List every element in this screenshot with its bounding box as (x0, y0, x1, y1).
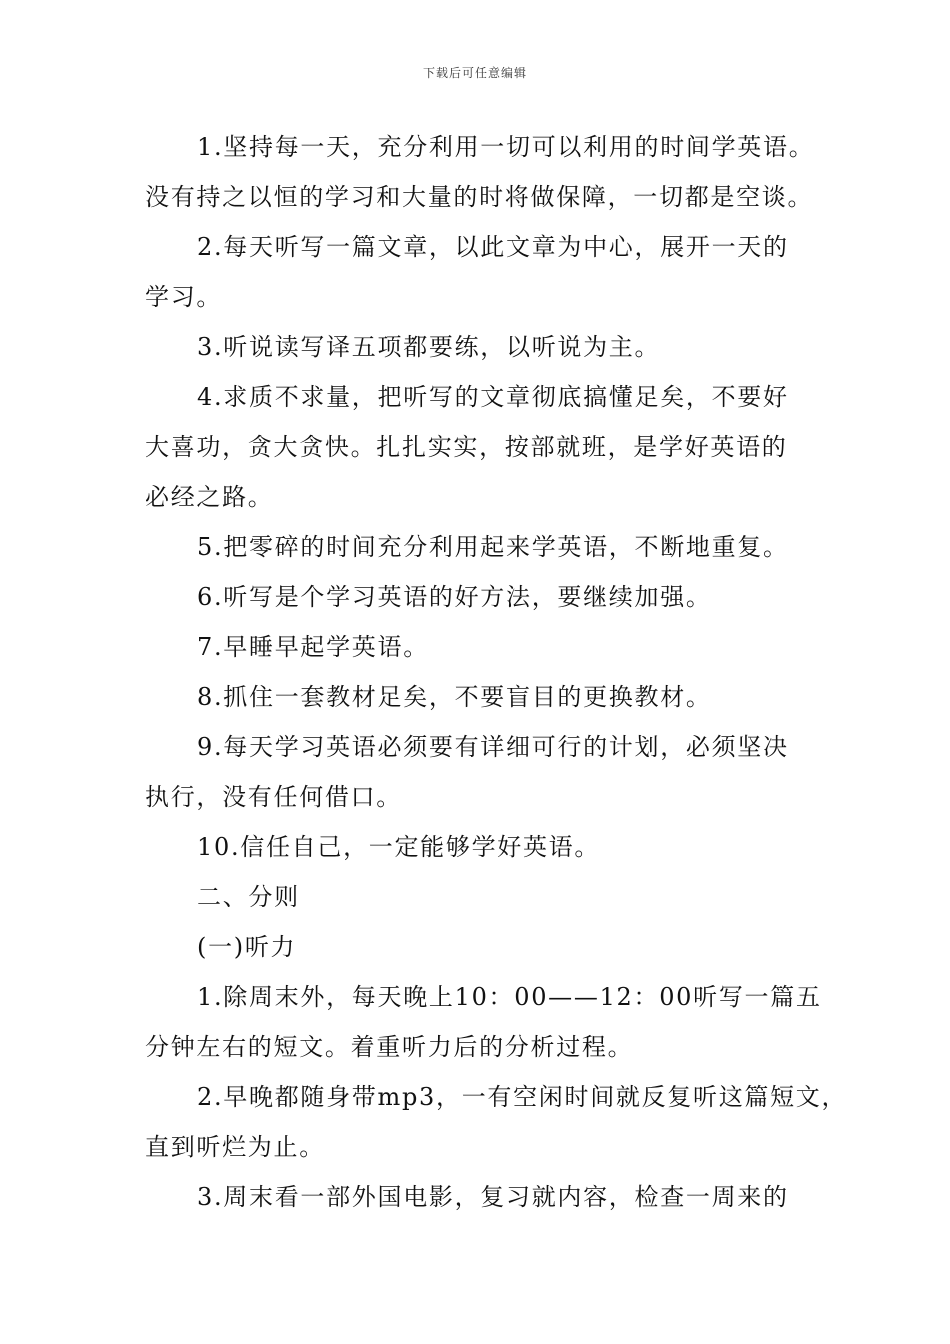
paragraph-line: 没有持之以恒的学习和大量的时将做保障，一切都是空谈。 (145, 183, 814, 211)
paragraph-line: 学习。 (145, 283, 223, 311)
paragraph-line: 3.听说读写译五项都要练，以听说为主。 (197, 333, 661, 361)
section-heading: 二、分则 (197, 883, 300, 911)
paragraph-line: 10.信任自己，一定能够学好英语。 (197, 833, 601, 861)
paragraph-line: 必经之路。 (145, 483, 274, 511)
paragraph-line: 执行，没有任何借口。 (145, 783, 402, 811)
paragraph-line: 4.求质不求量，把听写的文章彻底搞懂足矣，不要好 (197, 383, 789, 411)
paragraph-line: 9.每天学习英语必须要有详细可行的计划，必须坚决 (197, 733, 789, 761)
paragraph-line: 2.每天听写一篇文章，以此文章为中心，展开一天的 (197, 233, 789, 261)
paragraph-line: 分钟左右的短文。着重听力后的分析过程。 (145, 1033, 634, 1061)
paragraph-line: 3.周末看一部外国电影，复习就内容，检查一周来的 (197, 1183, 789, 1211)
subsection-heading: (一)听力 (197, 933, 297, 961)
paragraph-line: 直到听烂为止。 (145, 1133, 325, 1161)
paragraph-line: 1.坚持每一天，充分利用一切可以利用的时间学英语。 (197, 133, 815, 161)
paragraph-line: 6.听写是个学习英语的好方法，要继续加强。 (197, 583, 712, 611)
page-header: 下载后可任意编辑 (422, 66, 527, 80)
paragraph-line: 1.除周末外，每天晚上10：00——12：00听写一篇五 (197, 983, 822, 1011)
paragraph-line: 8.抓住一套教材足矣，不要盲目的更换教材。 (197, 683, 712, 711)
paragraph-line: 5.把零碎的时间充分利用起来学英语，不断地重复。 (197, 533, 789, 561)
paragraph-line: 2.早晚都随身带mp3，一有空闲时间就反复听这篇短文， (197, 1083, 848, 1111)
paragraph-line: 大喜功，贪大贪快。扎扎实实，按部就班，是学好英语的 (145, 433, 788, 461)
document-body (145, 122, 848, 1222)
paragraph-line: 7.早睡早起学英语。 (197, 633, 429, 661)
